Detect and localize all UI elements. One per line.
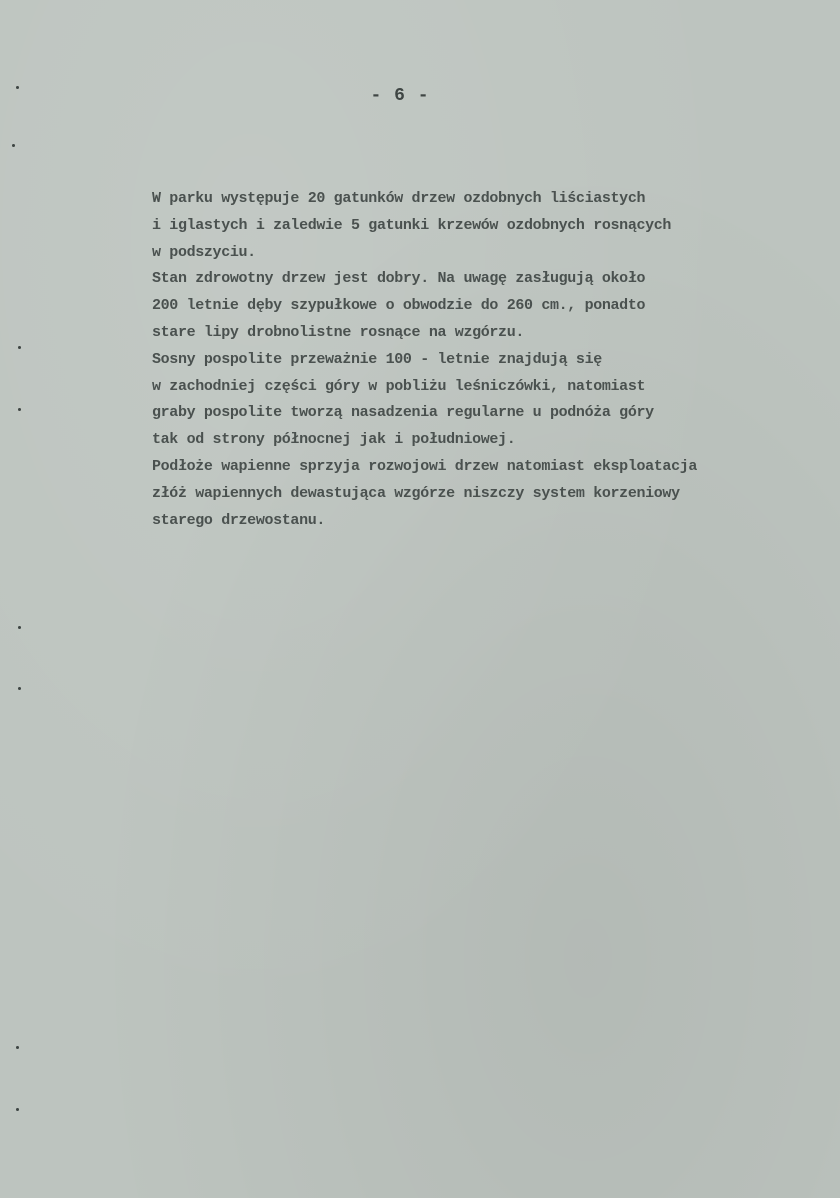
- body-text: [152, 186, 812, 534]
- margin-mark: [18, 346, 21, 349]
- text-line: złóż wapiennych dewastująca wzgórze niszczy system korzeniowy: [152, 484, 680, 502]
- margin-mark: [16, 1108, 19, 1111]
- text-line: Podłoże wapienne sprzyja rozwojowi drzew natomiast eksploatacja: [152, 457, 698, 475]
- margin-mark: [12, 144, 15, 147]
- margin-mark: [18, 687, 21, 690]
- text-line: stare lipy drobnolistne rosnące na wzgórzu.: [152, 323, 525, 341]
- margin-mark: [16, 1046, 19, 1049]
- page-number: - 6 -: [370, 86, 430, 106]
- margin-mark: [18, 626, 21, 629]
- text-line: tak od strony północnej jak i południowej.: [152, 431, 516, 449]
- text-line: 200 letnie dęby szypułkowe o obwodzie do 260 cm., ponadto: [152, 297, 646, 315]
- text-line: W parku występuje 20 gatunków drzew ozdobnych liściastych: [152, 190, 646, 207]
- text-line: Stan zdrowotny drzew jest dobry. Na uwagę zasługują około: [152, 270, 646, 288]
- text-line: w podszyciu.: [152, 243, 256, 261]
- text-line: i iglastych i zaledwie 5 gatunki krzewów ozdobnych rosnących: [152, 216, 672, 234]
- text-line: w zachodniej części góry w pobliżu leśniczówki, natomiast: [152, 377, 646, 395]
- margin-mark: [16, 86, 19, 89]
- text-line: Sosny pospolite przeważnie 100 - letnie znajdują się: [152, 350, 602, 368]
- text-line: starego drzewostanu.: [152, 511, 326, 529]
- margin-mark: [18, 408, 21, 411]
- text-line: graby pospolite tworzą nasadzenia regularne u podnóża góry: [152, 404, 654, 422]
